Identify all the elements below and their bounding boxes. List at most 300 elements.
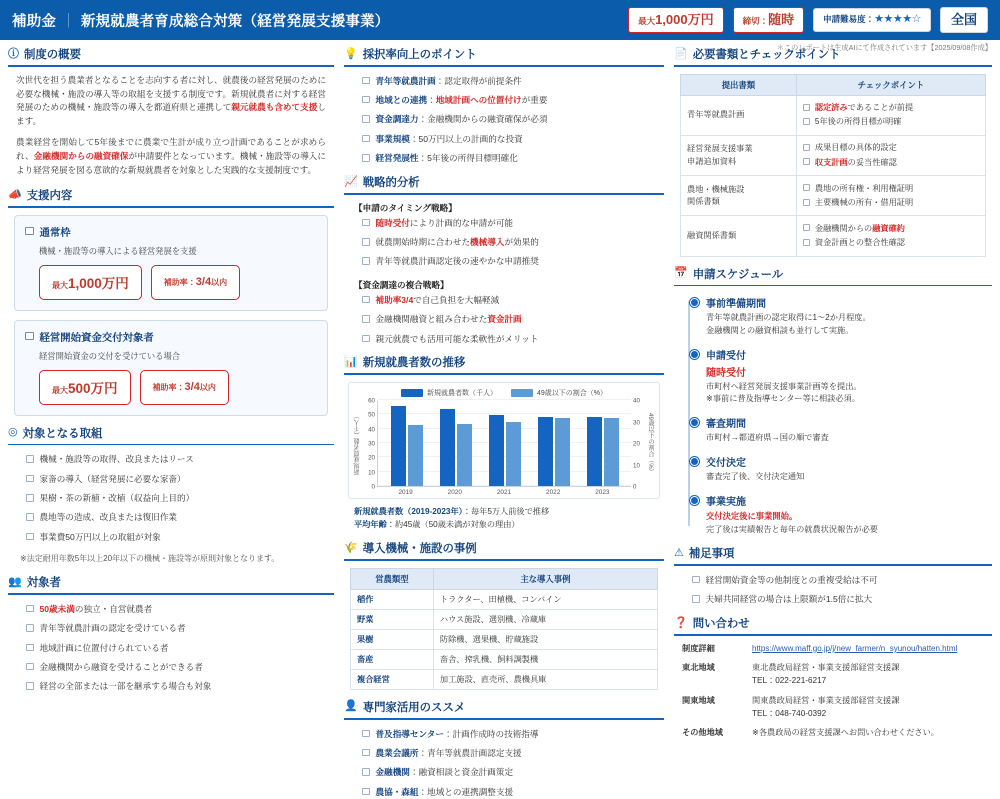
checkbox-icon[interactable] xyxy=(26,533,34,541)
chart-x-tick: 2022 xyxy=(546,489,561,497)
people-icon: 👥 xyxy=(8,575,22,588)
chart-y-tick: 60 xyxy=(368,397,375,405)
chart-footnote-2 xyxy=(354,518,656,531)
chart-gridline xyxy=(378,399,631,400)
list-item[interactable] xyxy=(362,217,656,230)
list-item-label: 経営開始資金等の他制度との重複受給は不可 xyxy=(705,574,878,585)
support-card-pills xyxy=(39,265,317,300)
timeline-line: 市町村へ経営発展支援事業計画等を提出。 xyxy=(706,381,862,391)
timeline-line: 市町村→都道府県→国の順で審査 xyxy=(706,433,829,443)
checkbox-icon[interactable] xyxy=(803,158,810,165)
checkbox-icon[interactable] xyxy=(25,332,34,341)
list-item[interactable] xyxy=(692,574,984,587)
expert-rest: 融資相談と資金計画策定 xyxy=(418,767,514,778)
chart-y-axis-title: 新規就農者数（千人） xyxy=(354,413,361,476)
section-target-actions-header xyxy=(8,425,334,444)
checkbox-icon[interactable] xyxy=(803,224,810,231)
strategy-rest: で自己負担を大幅軽減 xyxy=(413,294,500,305)
checkbox-icon[interactable] xyxy=(362,315,370,323)
list-item[interactable] xyxy=(26,603,326,616)
list-item-label xyxy=(376,728,539,741)
list-item-label xyxy=(376,236,539,249)
list-item-label: 経営の全部または一部を継承する場合も対象 xyxy=(39,681,212,692)
checkpoint-item[interactable] xyxy=(803,116,979,128)
chart-footnotes xyxy=(344,499,664,531)
list-item-label xyxy=(376,747,522,760)
timeline-line: 青年等就農計画の認定取得に1〜2か月程度。 xyxy=(706,313,871,323)
chart-bar xyxy=(604,418,619,486)
section-eligible-header xyxy=(8,574,334,593)
checkbox-icon[interactable] xyxy=(803,144,810,151)
pill-amount-prefix: 最大 xyxy=(52,280,68,290)
divider xyxy=(344,65,664,67)
info-icon: ⓘ xyxy=(8,47,19,60)
legend-label-series-2: 49歳以下の割合（%） xyxy=(536,390,607,398)
table-row xyxy=(351,629,658,649)
chart-bar xyxy=(440,409,455,486)
timeline-title: 交付決定 xyxy=(706,457,746,469)
checkbox-icon[interactable] xyxy=(362,135,370,143)
checkbox-icon[interactable] xyxy=(692,595,700,603)
overview-p2-b: が申請要件となっています。機械・施設等の導入により経営発展を図る意欲的な新規就農者を対象とした実践的な支援制度です。 xyxy=(16,151,326,176)
pill-max-amount xyxy=(39,370,131,405)
tip-sep: ： xyxy=(418,153,428,164)
tip-key: 資金調達力 xyxy=(375,114,419,125)
checkpoint-item[interactable] xyxy=(803,197,979,209)
list-item-label xyxy=(376,766,514,779)
section-schedule xyxy=(674,266,992,537)
checkbox-icon[interactable] xyxy=(362,77,370,85)
question-icon: ❓ xyxy=(674,616,688,629)
list-item[interactable] xyxy=(362,133,656,146)
section-equipment-header xyxy=(344,540,664,559)
legend-swatch-series-1 xyxy=(401,389,423,397)
table-header-row xyxy=(681,74,986,95)
chart-bar xyxy=(391,406,406,486)
legend-item xyxy=(511,388,607,398)
expert-key: 普及指導センター xyxy=(375,728,444,739)
documents-table xyxy=(680,74,986,257)
contact-value xyxy=(752,695,984,720)
strategy-highlight: 機械導入 xyxy=(470,237,505,248)
checkbox-icon[interactable] xyxy=(26,644,34,652)
checkpoint-label: 5年後の所得目標が明確 xyxy=(814,117,902,127)
chart-y2-tick: 20 xyxy=(633,440,640,448)
list-item[interactable] xyxy=(362,747,656,760)
chart-y2-axis-title: 49歳以下の割合（%） xyxy=(647,413,654,476)
table-row xyxy=(351,669,658,689)
section-overview-header xyxy=(8,46,334,65)
overview-p2-a: 農業経営を開始して5年後までに農業で生計が成り立つ計画であることが求められ、 xyxy=(16,137,326,162)
strategy-highlight: 随時受付 xyxy=(375,217,410,228)
list-item-highlight: 50歳未満 xyxy=(39,603,75,614)
contact-label: 関東地域 xyxy=(682,695,715,705)
list-item[interactable] xyxy=(362,786,656,799)
expert-sep: ： xyxy=(418,747,428,758)
pill-amount-prefix: 最大 xyxy=(52,385,68,395)
section-overview-title: 制度の概要 xyxy=(24,49,81,61)
tips-list xyxy=(344,74,664,165)
timeline-accent: 随時受付 xyxy=(706,367,746,379)
section-strategy-title: 戦略的分析 xyxy=(362,177,420,190)
timeline-dot-icon xyxy=(690,496,699,505)
list-item[interactable] xyxy=(26,453,326,466)
lightbulb-icon: 💡 xyxy=(344,47,358,60)
chart-y-tick: 50 xyxy=(368,411,375,419)
cell-checkpoints xyxy=(796,95,985,135)
schedule-timeline xyxy=(674,293,992,536)
strategy-rest: により計画的な申請が可能 xyxy=(409,217,514,228)
checkbox-icon[interactable] xyxy=(803,239,810,246)
checkpoint-label: 農地の所有権・利用権証明 xyxy=(814,183,914,193)
timeline-accent: 交付決定後に事業開始。 xyxy=(706,510,798,521)
ai-generation-note: ＊このレポートは生成AIにて作成されています【2025/09/08作成】 xyxy=(776,43,992,52)
pill-rate-prefix: 補助率： xyxy=(163,277,196,287)
checkbox-icon[interactable] xyxy=(362,730,370,738)
list-item-label xyxy=(376,217,514,230)
support-card-title-row xyxy=(25,329,317,344)
divider xyxy=(344,718,664,720)
list-item[interactable] xyxy=(362,333,656,346)
page-header xyxy=(0,0,1000,40)
cell-type: 複合経営 xyxy=(351,669,434,689)
chart-plot-wrap xyxy=(353,397,655,491)
checkpoint-highlight: 認定済み xyxy=(814,103,848,113)
checkbox-icon[interactable] xyxy=(26,605,34,613)
list-item-label: 青年等就農計画認定後の速やかな申請推奨 xyxy=(375,256,539,267)
table-row xyxy=(351,649,658,669)
cell-example: トラクター、田植機、コンバイン xyxy=(433,589,657,609)
section-target-actions-title: 対象となる取組 xyxy=(22,427,103,440)
pill-amount-value: 500万円 xyxy=(68,380,118,396)
column-middle xyxy=(344,46,664,797)
chart-y-axis-ticks xyxy=(362,397,377,491)
timeline-title: 事業実施 xyxy=(706,496,746,508)
table-row xyxy=(351,589,658,609)
checkpoint-item[interactable] xyxy=(803,102,979,114)
cell-checkpoints xyxy=(796,135,985,175)
chart-footnote-2-label: 平均年齢 xyxy=(354,520,387,530)
checkbox-icon[interactable] xyxy=(26,475,34,483)
chart-footnote-1-value: ：毎年5万人前後で推移 xyxy=(462,507,550,517)
section-notes-title: 補足事項 xyxy=(688,548,735,561)
cell-example: 防除機、選果機、貯蔵施設 xyxy=(433,629,657,649)
section-strategy-header xyxy=(344,174,664,193)
chart-container xyxy=(348,382,660,499)
section-chart-title: 新規就農者数の推移 xyxy=(362,357,466,370)
list-item-label xyxy=(376,152,518,165)
support-card-subtitle: 経営開始資金の交付を受けている場合 xyxy=(39,350,181,361)
checkpoint-label xyxy=(815,223,905,235)
checkbox-icon[interactable] xyxy=(692,576,700,584)
contact-office: 関東農政局経営・事業支援部経営支援課 xyxy=(752,695,900,705)
documents-icon: 📄 xyxy=(674,47,688,60)
pill-max-amount xyxy=(39,265,142,300)
contact-value xyxy=(752,643,984,656)
tractor-icon: 🌾 xyxy=(344,541,358,554)
column-header-example: 主な導入事例 xyxy=(433,568,657,589)
list-item[interactable] xyxy=(26,511,326,524)
checkpoint-item[interactable] xyxy=(803,142,979,154)
section-documents xyxy=(674,46,992,257)
divider xyxy=(674,285,992,287)
list-item-label: 農地等の造成、改良または復旧作業 xyxy=(39,512,178,523)
timeline-dot-icon xyxy=(690,418,699,427)
contact-label: 東北地域 xyxy=(682,663,715,673)
checkbox-icon[interactable] xyxy=(803,199,810,206)
chart-y2-tick: 10 xyxy=(633,462,640,470)
chart-plot-area xyxy=(377,401,631,487)
cell-document-line1: 経営発展支援事業 xyxy=(687,144,753,154)
list-item[interactable] xyxy=(362,113,656,126)
checkbox-icon[interactable] xyxy=(362,115,370,123)
tip-key: 地域との連携 xyxy=(375,94,428,105)
list-item-label: 金融機関から融資を受けることができる者 xyxy=(39,661,203,672)
legend-swatch-series-2 xyxy=(511,389,533,397)
divider xyxy=(674,564,992,566)
checkbox-icon[interactable] xyxy=(362,768,370,776)
checkbox-icon[interactable] xyxy=(803,104,810,111)
section-support-header xyxy=(8,187,334,206)
strategy-pre: 金融機関融資と組み合わせた xyxy=(375,314,488,325)
contact-label: 制度詳細 xyxy=(682,643,715,653)
column-header-checkpoint: チェックポイント xyxy=(796,74,985,95)
support-card-subtitle: 機械・施設等の導入による経営発展を支援 xyxy=(39,245,197,256)
checkbox-icon[interactable] xyxy=(26,682,34,690)
cell-type: 果樹 xyxy=(351,629,434,649)
list-item-label xyxy=(376,786,514,799)
tip-sep: ： xyxy=(435,75,445,86)
list-item[interactable] xyxy=(362,152,656,165)
chart-y2-tick: 30 xyxy=(633,419,640,427)
chart-bar xyxy=(457,424,472,486)
list-item-label: 事業費50万円以上の取組が対象 xyxy=(39,531,161,542)
chart-x-tick: 2023 xyxy=(595,489,610,497)
section-schedule-title: 申請スケジュール xyxy=(692,268,784,281)
column-header-document: 提出書類 xyxy=(681,74,797,95)
program-detail-link[interactable]: https://www.maff.go.jp/j/new_farmer/n_syunou/hatten.html xyxy=(752,643,958,653)
expert-sep: ： xyxy=(409,767,419,778)
warning-icon: ⚠ xyxy=(674,546,684,559)
list-item[interactable] xyxy=(26,661,326,674)
list-item[interactable] xyxy=(26,622,326,635)
table-header-row xyxy=(351,568,658,589)
expert-rest: 青年等就農計画認定支援 xyxy=(427,747,522,758)
support-card-title-row xyxy=(25,224,317,239)
tip-key: 経営発展性 xyxy=(375,153,419,164)
section-tips xyxy=(344,46,664,165)
tip-rest: 認定取得が前提条件 xyxy=(444,75,522,86)
list-item-label xyxy=(376,313,522,326)
overview-p1-b: します。 xyxy=(16,102,326,127)
checkbox-icon[interactable] xyxy=(362,96,370,104)
pill-amount-value: 1,000万円 xyxy=(68,275,129,291)
checkpoint-rest: であることが前提 xyxy=(847,103,914,113)
chart-bar xyxy=(587,417,602,487)
checkpoint-item[interactable] xyxy=(803,237,979,249)
column-left xyxy=(8,46,334,706)
notes-list xyxy=(674,573,992,606)
section-documents-title: 必要書類とチェックポイント xyxy=(692,49,841,61)
section-contact-title: 問い合わせ xyxy=(692,618,750,631)
strategy-group1-list xyxy=(344,216,664,269)
timeline-line: 審査完了後、交付決定通知 xyxy=(706,471,805,481)
checkbox-icon[interactable] xyxy=(362,219,370,227)
list-item[interactable] xyxy=(362,294,656,307)
cell-document xyxy=(681,135,797,175)
checkbox-icon[interactable] xyxy=(362,154,370,162)
checkbox-icon[interactable] xyxy=(26,513,34,521)
badge-difficulty xyxy=(813,8,931,32)
timeline-item xyxy=(680,347,986,406)
table-row xyxy=(681,176,986,216)
list-item[interactable] xyxy=(362,255,656,268)
checkpoint-item[interactable] xyxy=(803,157,979,169)
list-item[interactable] xyxy=(362,728,656,741)
chart-y-tick: 20 xyxy=(368,454,375,462)
list-item[interactable] xyxy=(362,75,656,88)
eligible-list xyxy=(8,602,334,693)
tip-key: 事業規模 xyxy=(375,133,410,144)
bar-chart-icon: 📊 xyxy=(344,355,358,368)
calendar-icon: 📅 xyxy=(674,267,688,280)
list-item[interactable] xyxy=(692,593,984,606)
cell-example: ハウス施設、選別機、冷蔵庫 xyxy=(433,609,657,629)
contact-row xyxy=(674,727,992,740)
title-sub: 新規就農者育成総合対策（経営発展支援事業） xyxy=(80,13,390,30)
tip-rest: が重要 xyxy=(521,94,548,105)
pill-rate-prefix: 補助率： xyxy=(152,382,185,392)
list-item[interactable] xyxy=(26,473,326,486)
section-experts-title: 専門家活用のススメ xyxy=(362,701,466,714)
legend-label-series-1: 新規就農者数（千人） xyxy=(426,390,497,398)
checkpoint-item[interactable] xyxy=(803,183,979,195)
divider xyxy=(674,65,992,67)
checkbox-icon[interactable] xyxy=(362,335,370,343)
table-row xyxy=(681,216,986,256)
checkpoint-label: 主要機械の所有・借用証明 xyxy=(814,198,914,208)
contact-tel: TEL：048-740-0392 xyxy=(752,708,827,718)
list-item[interactable] xyxy=(362,766,656,779)
section-overview xyxy=(8,46,334,178)
checkbox-icon[interactable] xyxy=(803,184,810,191)
cell-checkpoints xyxy=(796,176,985,216)
contact-value xyxy=(752,662,984,687)
checkbox-icon[interactable] xyxy=(26,624,34,632)
chart-x-tick: 2020 xyxy=(447,489,462,497)
section-support-title: 支援内容 xyxy=(26,190,73,203)
table-row xyxy=(681,95,986,135)
person-icon: 👤 xyxy=(344,700,358,713)
section-strategy xyxy=(344,174,664,345)
strategy-pre: 就農開始時期に合わせた xyxy=(375,237,471,248)
list-item-label xyxy=(376,75,522,88)
checkbox-icon[interactable] xyxy=(362,296,370,304)
list-item[interactable] xyxy=(26,492,326,505)
list-item[interactable] xyxy=(362,236,656,249)
badge-difficulty-stars: ★★★★☆ xyxy=(874,13,921,26)
list-item[interactable] xyxy=(26,642,326,655)
overview-paragraph-2 xyxy=(8,136,334,178)
pill-rate-suffix: 以内 xyxy=(199,382,216,392)
megaphone-icon: 📣 xyxy=(8,188,22,201)
tip-sep: ： xyxy=(418,114,428,125)
section-tips-title: 採択率向上のポイント xyxy=(362,49,477,61)
checkbox-icon[interactable] xyxy=(26,494,34,502)
expert-key: 農協・森組 xyxy=(375,786,419,797)
experts-list xyxy=(344,727,664,799)
list-item[interactable] xyxy=(362,94,656,107)
target-actions-note: ※法定耐用年数5年以上20年以下の機械・施設等が原則対象となります。 xyxy=(20,554,280,564)
list-item[interactable] xyxy=(26,531,326,544)
timeline-title: 申請受付 xyxy=(706,350,746,362)
contact-tel: TEL：022-221-6217 xyxy=(752,676,827,686)
chart-y-tick: 0 xyxy=(371,483,375,491)
chart-bar xyxy=(506,422,521,487)
chart-footnote-1-label: 新規就農者数（2019-2023年） xyxy=(354,507,463,517)
chart-bar xyxy=(489,415,504,486)
cell-example: 加工施設、直売所、農機具庫 xyxy=(433,669,657,689)
cell-document-line1: 農地・機械施設 xyxy=(687,184,745,194)
chart-x-tick: 2021 xyxy=(496,489,512,497)
pill-subsidy-rate xyxy=(140,370,229,405)
chart-bar-group xyxy=(391,401,423,486)
checkbox-icon[interactable] xyxy=(362,788,370,796)
checkbox-icon[interactable] xyxy=(26,663,34,671)
divider xyxy=(8,444,334,446)
tip-rest: 金融機関からの融資確保が必須 xyxy=(427,114,548,125)
column-header-type: 営農類型 xyxy=(351,568,434,589)
list-item-label xyxy=(40,603,153,616)
section-schedule-header xyxy=(674,266,992,285)
legend-item xyxy=(401,388,497,398)
chart-bar xyxy=(555,418,570,486)
cell-checkpoints xyxy=(796,216,985,256)
section-eligible-title: 対象者 xyxy=(26,577,61,590)
checkbox-icon[interactable] xyxy=(803,118,810,125)
checkbox-icon[interactable] xyxy=(362,257,370,265)
checkbox-icon[interactable] xyxy=(25,227,34,236)
target-icon: ◎ xyxy=(8,426,18,439)
expert-sep: ： xyxy=(443,728,453,739)
divider xyxy=(344,193,664,195)
tip-key: 青年等就農計画 xyxy=(375,75,436,86)
divider xyxy=(674,634,992,636)
checkpoint-highlight: 融資確約 xyxy=(872,223,905,233)
section-eligible xyxy=(8,574,334,693)
support-card-title: 経営開始資金交付対象者 xyxy=(39,332,154,344)
list-item-label: 青年等就農計画の認定を受けている者 xyxy=(39,623,186,634)
contact-office: 東北農政局経営・事業支援部経営支援課 xyxy=(752,663,900,673)
checkpoint-label: 成果目標の具体的設定 xyxy=(814,143,897,153)
table-row xyxy=(351,609,658,629)
checkbox-icon[interactable] xyxy=(362,749,370,757)
list-item[interactable] xyxy=(26,680,326,693)
checkbox-icon[interactable] xyxy=(362,238,370,246)
section-contact-header xyxy=(674,615,992,634)
title-main: 補助金 xyxy=(12,13,57,30)
column-right xyxy=(674,46,992,738)
checkbox-icon[interactable] xyxy=(26,455,34,463)
cell-document-line2: 申請追加資料 xyxy=(687,156,737,166)
checkpoint-item[interactable] xyxy=(803,223,979,235)
checkpoint-rest: 金融機関からの xyxy=(814,223,873,233)
section-target-actions xyxy=(8,425,334,566)
divider xyxy=(8,206,334,208)
list-item[interactable] xyxy=(362,313,656,326)
expert-key: 農業会議所 xyxy=(375,747,419,758)
contact-label: その他地域 xyxy=(682,728,723,738)
